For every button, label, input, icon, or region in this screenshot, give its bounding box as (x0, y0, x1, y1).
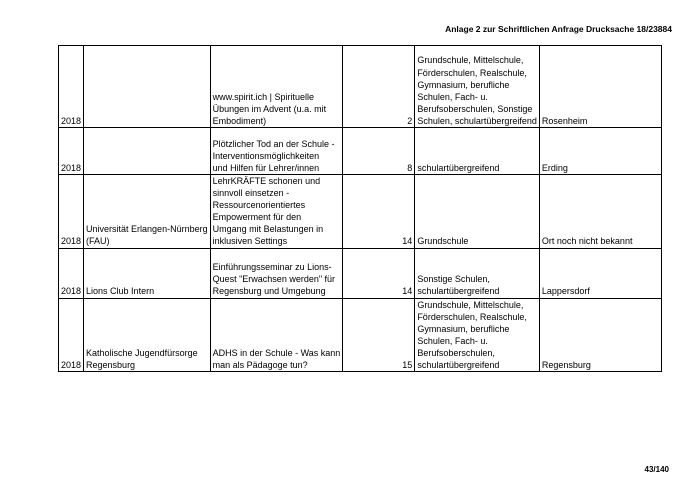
cell-line: Grundschule, Mittelschule, (417, 55, 524, 66)
organizer-cell (84, 128, 211, 175)
cell-line: LehrKRÄFTE schonen und (212, 176, 321, 186)
year-cell: 2018 (59, 128, 84, 175)
count-cell: 8 (343, 128, 415, 175)
school-types-cell (415, 248, 540, 298)
cell-line: Schulen, Fach- u. (417, 91, 488, 102)
location-cell: Lappersdorf (539, 248, 661, 298)
cell-line: Förderschulen, Realschule, (417, 67, 527, 78)
school-types-cell (415, 298, 540, 372)
events-table (58, 45, 662, 372)
school-types-cell (415, 175, 540, 249)
table-row (59, 46, 662, 128)
cell-line: schulartübergreifend (417, 360, 500, 371)
location-cell: Erding (539, 128, 661, 175)
cell-line: Regensburg (86, 360, 136, 371)
location-cell: Regensburg (539, 298, 661, 372)
cell-line: Interventionsmöglichkeiten (212, 150, 320, 161)
cell-line: Gymnasium, berufliche (417, 79, 510, 90)
cell-line: Gymnasium, berufliche (417, 323, 510, 334)
cell-line: ADHS in der Schule - Was kann (212, 347, 341, 358)
title-cell (210, 248, 343, 298)
organizer-cell (84, 46, 211, 128)
cell-line: Berufsoberschulen, Sonstige (417, 103, 533, 114)
cell-line: Grundschule (417, 236, 469, 247)
title-cell (210, 128, 343, 175)
year-cell: 2018 (59, 298, 84, 372)
year-cell: 2018 (59, 248, 84, 298)
cell-line: Katholische Jugendfürsorge (86, 347, 198, 358)
cell-line: Einführungsseminar zu Lions- (212, 262, 332, 273)
title-cell (210, 46, 343, 128)
title-cell (210, 175, 343, 249)
cell-line: Förderschulen, Realschule, (417, 311, 527, 322)
cell-line: Lions Club Intern (86, 286, 155, 297)
count-cell: 15 (343, 298, 415, 372)
cell-line: schulartübergreifend (417, 286, 500, 297)
table-row (59, 128, 662, 175)
cell-line: www.spirit.ich | Spirituelle (212, 91, 314, 102)
cell-line: schulartübergreifend (417, 162, 500, 173)
cell-line: (FAU) (86, 236, 110, 247)
document-header: Anlage 2 zur Schriftlichen Anfrage Drucksache 18/23884 (445, 24, 672, 34)
events-table-body (59, 46, 662, 372)
cell-line: Umgang mit Belastungen in (212, 224, 324, 235)
table-row (59, 248, 662, 298)
cell-line: inklusiven Settings (212, 236, 288, 247)
cell-line: und Hilfen für Lehrer/innen (212, 162, 320, 173)
count-cell: 2 (343, 46, 415, 128)
cell-line: Regensburg und Umgebung (212, 286, 326, 297)
organizer-cell (84, 175, 211, 249)
cell-line: Übungen im Advent (u.a. mit (212, 103, 327, 114)
location-cell: Rosenheim (539, 46, 661, 128)
cell-line: Universität Erlangen-Nürnberg (86, 224, 208, 235)
page-number: 43/140 (644, 465, 669, 474)
cell-line: Ressourcenorientiertes (212, 200, 306, 211)
location-cell: Ort noch nicht bekannt (539, 175, 661, 249)
cell-line: Berufsoberschulen, (417, 347, 495, 358)
organizer-cell (84, 248, 211, 298)
cell-line: Grundschule, Mittelschule, (417, 299, 524, 310)
year-cell: 2018 (59, 175, 84, 249)
year-cell: 2018 (59, 46, 84, 128)
cell-line: Schulen, Fach- u. (417, 335, 488, 346)
table-row (59, 175, 662, 249)
cell-line: Sonstige Schulen, (417, 274, 490, 285)
cell-line: Embodiment) (212, 115, 267, 126)
count-cell: 14 (343, 248, 415, 298)
cell-line: Plötzlicher Tod an der Schule - (212, 138, 335, 149)
cell-line: Empowerment für den (212, 212, 302, 223)
cell-line: Schulen, schulartübergreifend (417, 115, 537, 126)
cell-line: Quest "Erwachsen werden" für (212, 274, 336, 285)
organizer-cell (84, 298, 211, 372)
school-types-cell (415, 46, 540, 128)
count-cell: 14 (343, 175, 415, 249)
title-cell (210, 298, 343, 372)
table-row (59, 298, 662, 372)
cell-line: man als Pädagoge tun? (212, 360, 308, 371)
cell-line: sinnvoll einsetzen - (212, 188, 290, 199)
school-types-cell (415, 128, 540, 175)
